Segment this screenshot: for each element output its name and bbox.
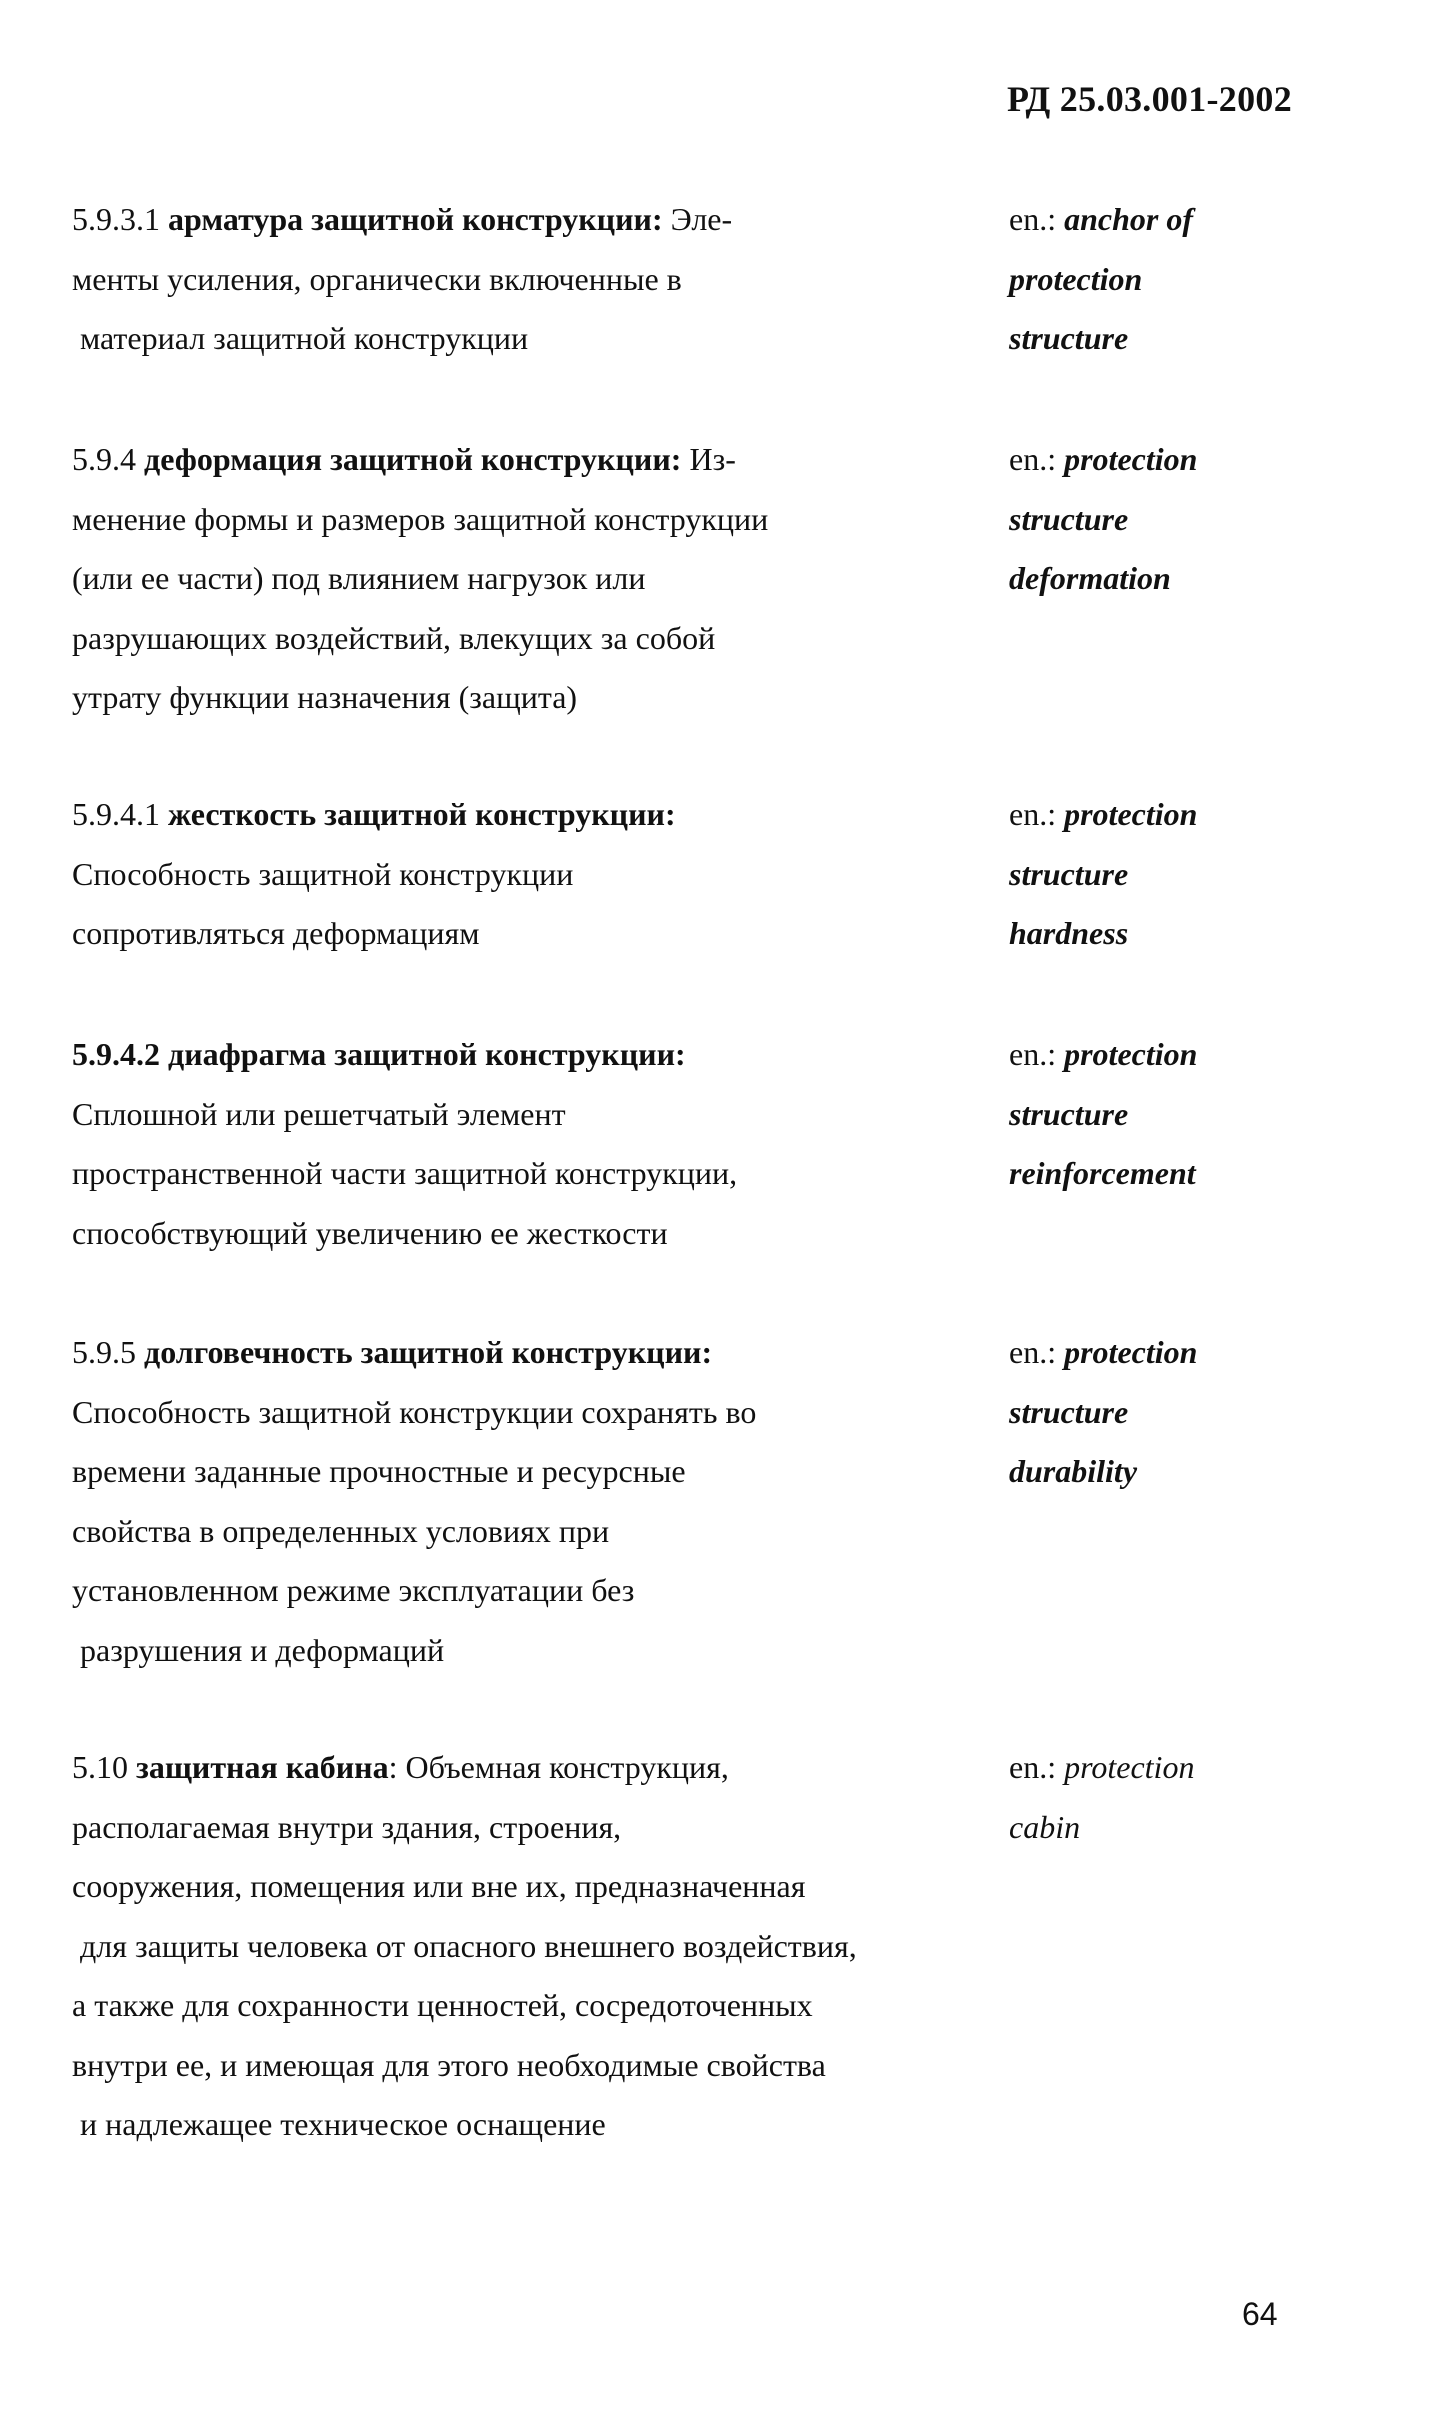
term-definition: [72, 1323, 962, 1680]
definition-line: разрушающих воздействий, влекущих за собой: [72, 619, 716, 656]
en-prefix: en.:: [1009, 1036, 1057, 1072]
definition-line: Способность защитной конструкции сохранять во: [72, 1393, 757, 1430]
term-number: 5.9.4.1: [72, 796, 160, 832]
term-number: 5.9.3.1: [72, 201, 160, 237]
en-term-line: hardness: [1009, 915, 1129, 951]
definition-line: свойства в определенных условиях при: [72, 1512, 610, 1549]
definition-line: Способность защитной конструкции: [72, 855, 574, 892]
en-prefix: en.:: [1009, 441, 1057, 477]
en-term-line: deformation: [1009, 560, 1171, 596]
definition-line: материал защитной конструкции: [80, 320, 529, 356]
definition-line: Сплошной или решетчатый элемент: [72, 1095, 566, 1132]
en-term-line: durability: [1009, 1453, 1138, 1489]
english-equivalent: [1009, 785, 1309, 964]
english-equivalent: [1009, 190, 1309, 369]
term-name: защитная кабина: [136, 1749, 389, 1785]
en-term-line: protection: [1064, 1036, 1198, 1072]
en-prefix: en.:: [1009, 1334, 1057, 1370]
definition-line: и надлежащее техническое оснащение: [80, 2106, 606, 2142]
definition-line: Эле-: [662, 201, 733, 237]
term-definition: [72, 1025, 962, 1263]
term-name: жесткость защитной конструкции:: [168, 796, 676, 832]
definition-line: пространственной части защитной конструкции,: [72, 1155, 738, 1191]
en-term-line: protection: [1064, 1749, 1195, 1785]
term-definition: [72, 1738, 962, 2155]
term-number: 5.9.4: [72, 441, 136, 477]
en-term-line: anchor of: [1064, 201, 1193, 237]
definition-line: времени заданные прочностные и ресурсные: [72, 1453, 686, 1489]
term-number: 5.9.5: [72, 1334, 136, 1370]
english-equivalent: [1009, 1323, 1309, 1502]
en-term-line: structure: [1009, 500, 1129, 537]
definition-line: менение формы и размеров защитной конструкции: [72, 500, 769, 537]
term-name: долговечность защитной конструкции:: [144, 1334, 713, 1370]
term-name: арматура защитной конструкции:: [168, 201, 663, 237]
en-term-line: protection: [1064, 1334, 1198, 1370]
en-term-line: protection: [1064, 796, 1198, 832]
definition-line: разрушения и деформаций: [80, 1631, 445, 1668]
definition-line: менты усиления, органически включенные в: [72, 260, 682, 297]
en-prefix: en.:: [1009, 201, 1057, 237]
definition-line: утрату функции назначения (защита): [72, 679, 578, 715]
english-equivalent: [1009, 430, 1309, 609]
definition-line: для защиты человека от опасного внешнего воздействия,: [80, 1927, 857, 1964]
definition-line: располагаемая внутри здания, строения,: [72, 1808, 622, 1845]
en-term-line: protection: [1064, 441, 1198, 477]
en-term-line: structure: [1009, 1095, 1129, 1132]
en-term-line: protection: [1009, 260, 1143, 297]
en-term-line: structure: [1009, 1393, 1129, 1430]
en-term-line: reinforcement: [1009, 1155, 1196, 1191]
en-prefix: en.:: [1009, 796, 1057, 832]
en-prefix: en.:: [1009, 1749, 1057, 1785]
term-name: деформация защитной конструкции:: [144, 441, 682, 477]
en-term-line: structure: [1009, 320, 1129, 356]
term-definition: [72, 785, 962, 964]
definition-line: способствующий увеличению ее жесткости: [72, 1214, 668, 1251]
page-number: 64: [1242, 2296, 1278, 2332]
en-term-line: cabin: [1009, 1808, 1081, 1845]
definition-line: Из-: [681, 441, 736, 477]
term-number: 5.9.4.2: [72, 1036, 160, 1072]
term-definition: [72, 190, 962, 369]
definition-line: а также для сохранности ценностей, сосредоточенных: [72, 1987, 813, 2023]
en-term-line: structure: [1009, 855, 1129, 892]
term-definition: [72, 430, 962, 728]
definition-line: : Объемная конструкция,: [388, 1749, 729, 1785]
document-code-header: РД 25.03.001-2002: [1007, 79, 1292, 119]
definition-line: установленном режиме эксплуатации без: [72, 1572, 635, 1608]
english-equivalent: [1009, 1738, 1309, 1857]
definition-line: сопротивляться деформациям: [72, 915, 480, 951]
definition-line: сооружения, помещения или вне их, предназначенная: [72, 1868, 806, 1904]
definition-line: внутри ее, и имеющая для этого необходимые свойства: [72, 2046, 826, 2083]
term-number: 5.10: [72, 1749, 128, 1785]
english-equivalent: [1009, 1025, 1309, 1204]
definition-line: (или ее части) под влиянием нагрузок или: [72, 560, 646, 596]
term-name: диафрагма защитной конструкции:: [168, 1036, 686, 1072]
